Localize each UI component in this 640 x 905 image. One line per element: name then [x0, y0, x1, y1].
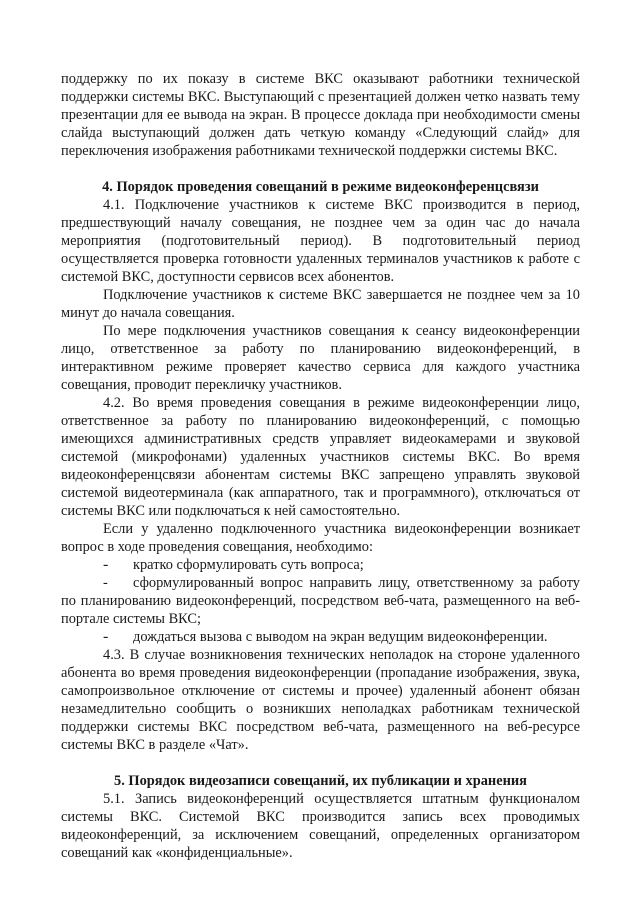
page-body	[61, 70, 580, 862]
list-item	[61, 556, 580, 574]
paragraph-continuation: поддержку по их показу в системе ВКС оказывают работники технической поддержки системы ВКС. Выступающий с презентацией должен четко назвать тему презентации для ее вывода на экран. В процессе доклада при необходимости смены слайда выступающий должен дать четкую команду «Следующий слайд» для переключения изображения работниками технической поддержки системы ВКС.	[61, 71, 580, 159]
list-dash: -	[103, 575, 108, 591]
list-item-text: сформулированный вопрос направить лицу, ответственному за работу по планированию видеоконференций, посредством веб-чата, размещенного на веб-портале системы ВКС;	[61, 575, 580, 627]
list-item-text: кратко сформулировать суть вопроса;	[133, 557, 364, 573]
list-item	[61, 574, 580, 628]
paragraph-4-2-question: Если у удаленно подключенного участника видеоконференции возникает вопрос в ходе проведения совещания, необходимо:	[61, 521, 580, 555]
paragraph-4-1-rollcall: По мере подключения участников совещания к сеансу видеоконференции лицо, ответственное за работу по планированию видеоконференций, в интерактивном режиме проверяет качество сервиса для каждого участника совещания, проводит перекличку участников.	[61, 323, 580, 393]
paragraph-4-3: 4.3. В случае возникновения технических неполадок на стороне удаленного абонента во время проведения видеоконференции (пропадание изображения, звука, самопроизвольное отключение от системы и прочее) удаленный абонент обязан незамедлительно сообщить о возникших неполадках работникам технической поддержки системы ВКС посредством веб-чата, размещенного на веб-ресурсе системы ВКС в разделе «Чат».	[61, 647, 580, 753]
paragraph-5-1: 5.1. Запись видеоконференций осуществляется штатным функционалом системы ВКС. Системой ВКС производится запись всех проводимых видеоконференций, за исключением совещаний, определенных организатором совещаний как «конфиденциальные».	[61, 791, 580, 861]
paragraph-4-1-connection-deadline: Подключение участников к системе ВКС завершается не позднее чем за 10 минут до начала совещания.	[61, 287, 580, 321]
section-5-heading: 5. Порядок видеозаписи совещаний, их публикации и хранения	[114, 773, 527, 789]
list-item-text: дождаться вызова с выводом на экран ведущим видеоконференции.	[133, 629, 548, 645]
list-dash: -	[103, 556, 109, 573]
paragraph-4-2: 4.2. Во время проведения совещания в режиме видеоконференции лицо, ответственное за работу по планированию видеоконференций, с помощью имеющихся административных средств управляет видеокамерами и звуковой системой (микрофонами) удаленных участников системы ВКС. Во время видеоконференцсвязи абонентам системы ВКС запрещено управлять звуковой системой видеотерминала (как аппаратного, так и программного), отключаться от системы ВКС или подключаться к ней самостоятельно.	[61, 395, 580, 519]
list-dash: -	[103, 628, 109, 645]
section-4-heading: 4. Порядок проведения совещаний в режиме видеоконференцсвязи	[102, 179, 539, 195]
paragraph-4-1: 4.1. Подключение участников к системе ВКС производится в период, предшествующий началу совещания, не позднее чем за один час до начала мероприятия (подготовительный период). В подготовительный период осуществляется проверка готовности удаленных терминалов участников к работе с системой ВКС, доступности сервисов всех абонентов.	[61, 197, 580, 285]
list-item	[61, 628, 580, 646]
